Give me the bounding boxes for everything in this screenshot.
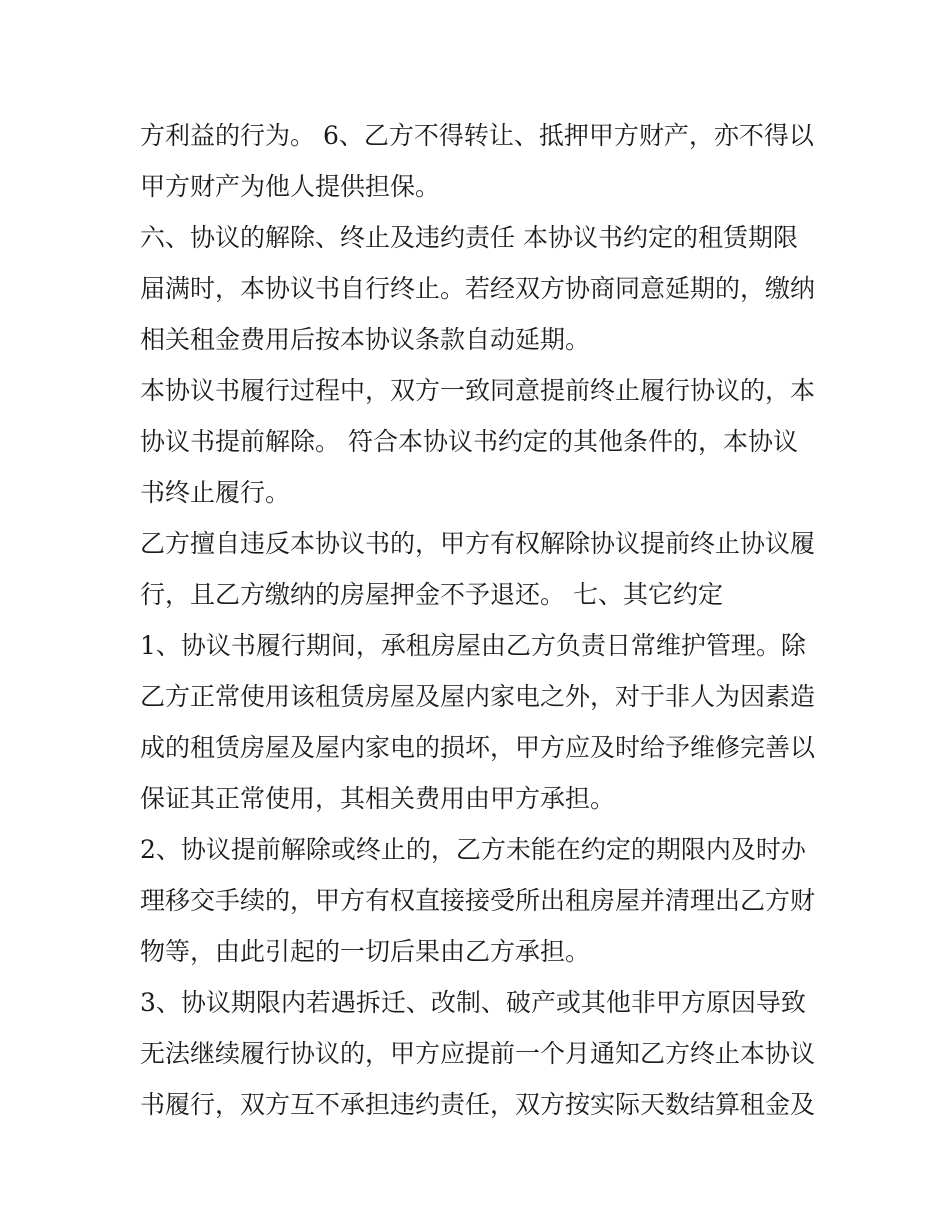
text-line: 成的租赁房屋及屋内家电的损坏，甲方应及时给予维修完善以 [140, 733, 816, 762]
text-line: 1、协议书履行期间，承租房屋由乙方负责日常维护管理。除 [140, 631, 806, 660]
text-line: 物等，由此引起的一切后果由乙方承担。 [140, 937, 591, 966]
text-line: 方利益的行为。 6、乙方不得转让、抵押甲方财产，亦不得以 [140, 121, 814, 150]
text-line: 2、协议提前解除或终止的，乙方未能在约定的期限内及时办 [140, 835, 806, 864]
text-line: 届满时，本协议书自行终止。若经双方协商同意延期的，缴纳 [140, 274, 816, 303]
text-line: 书履行，双方互不承担违约责任，双方按实际天数结算租金及 [140, 1090, 816, 1119]
text-line: 相关租金费用后按本协议条款自动延期。 [140, 325, 591, 354]
text-line: 保证其正常使用，其相关费用由甲方承担。 [140, 784, 616, 813]
text-line: 行，且乙方缴纳的房屋押金不予退还。 七、其它约定 [140, 580, 723, 609]
text-line: 本协议书履行过程中，双方一致同意提前终止履行协议的，本 [140, 376, 816, 405]
text-line: 无法继续履行协议的，甲方应提前一个月通知乙方终止本协议 [140, 1039, 816, 1068]
text-line: 书终止履行。 [140, 478, 291, 507]
text-line: 甲方财产为他人提供担保。 [140, 172, 441, 201]
text-line: 协议书提前解除。 符合本协议书约定的其他条件的，本协议 [140, 427, 798, 456]
text-line: 理移交手续的，甲方有权直接接受所出租房屋并清理出乙方财 [140, 886, 816, 915]
text-line: 3、协议期限内若遇拆迁、改制、破产或其他非甲方原因导致 [140, 988, 806, 1017]
text-line: 乙方擅自违反本协议书的，甲方有权解除协议提前终止协议履 [140, 529, 816, 558]
document-body [140, 110, 830, 1130]
text-line: 六、协议的解除、终止及违约责任 本协议书约定的租赁期限 [140, 223, 798, 252]
text-line: 乙方正常使用该租赁房屋及屋内家电之外，对于非人为因素造 [140, 682, 816, 711]
